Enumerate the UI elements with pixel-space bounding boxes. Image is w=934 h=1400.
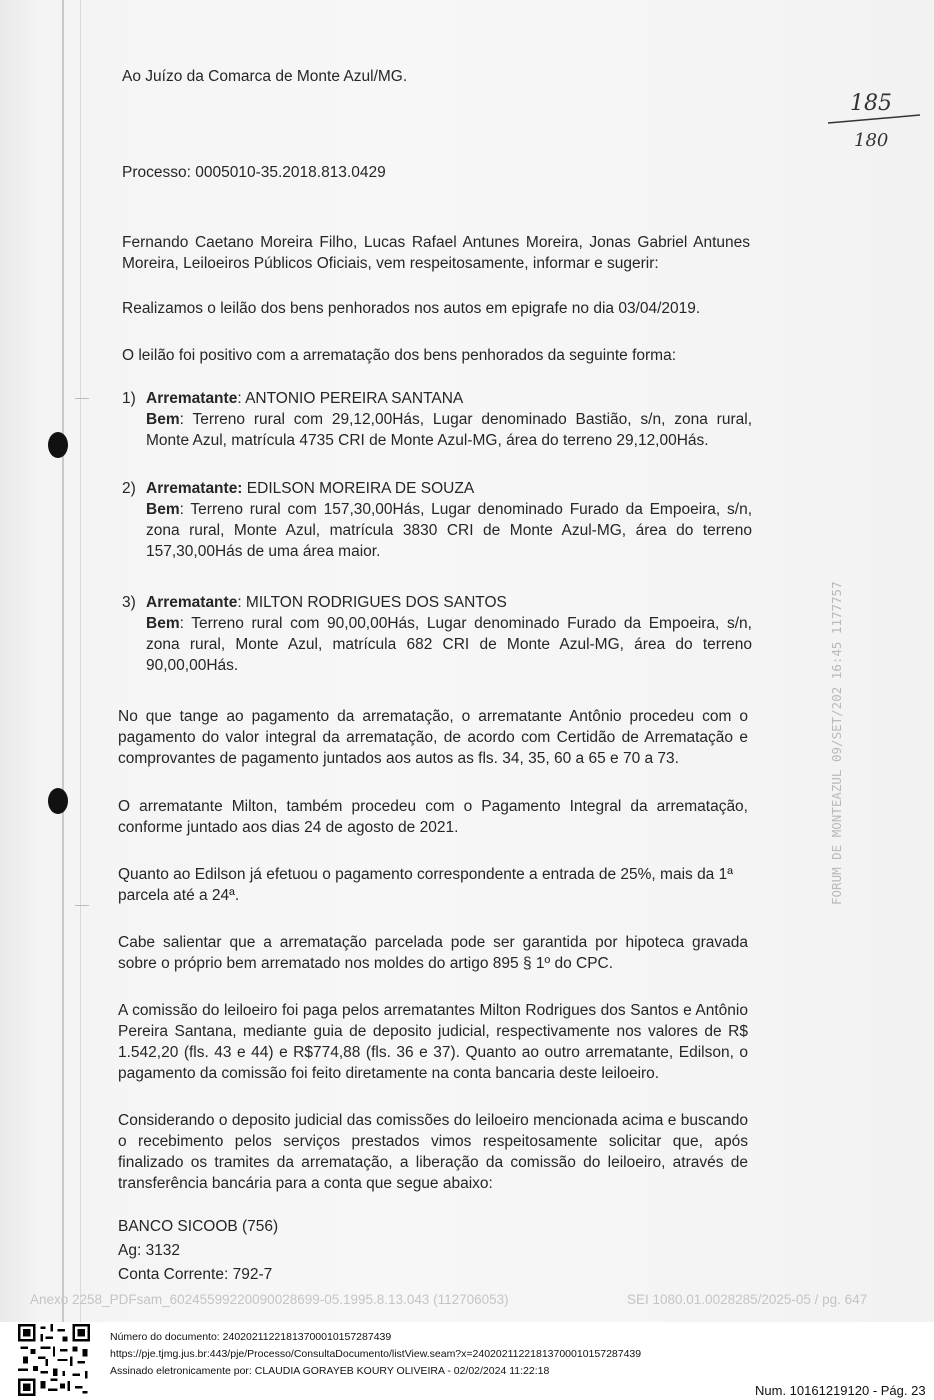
buyer-name: EDILSON MOREIRA DE SOUZA <box>242 480 475 497</box>
fold-line <box>62 0 64 1322</box>
auction-date-paragraph: Realizamos o leilão dos bens penhorados nos autos em epigrafe no dia 03/04/2019. <box>122 300 701 317</box>
svg-text:185: 185 <box>850 91 892 116</box>
buyer-label: Arrematante: <box>146 480 243 497</box>
bem-description: : Terreno rural com 157,30,00Hás, Lugar denominado Furado da Empoeira, s/n, zona rural, Monte Azul, matrícula 3830 CRI de Monte Azul-MG, área do terreno 157,30,00Hás de uma área maior. <box>146 501 752 560</box>
request-paragraph: Considerando o deposito judicial das comissões do leiloeiro mencionada acima e buscando o recebimento pelos serviços prestados vimos respeitosamente solicitar que, após finalizado os tramites da arrematação, a liberação da comissão do leiloeiro, através de transferência bancária para a conta que segue abaixo: <box>118 1112 748 1192</box>
auction-result-paragraph: O leilão foi positivo com a arrematação dos bens penhorados da seguinte forma: <box>122 347 677 364</box>
buyer-label: Arrematante <box>146 390 238 407</box>
payment-milton-paragraph: O arrematante Milton, também procedeu com o Pagamento Integral da arrematação, conforme juntado aos dias 24 de agosto de 2021. <box>118 798 748 836</box>
item-number: 1) <box>122 390 136 407</box>
punch-hole-top <box>48 432 68 458</box>
document-number: Número do documento: 24020211221813700010157287439 <box>110 1331 392 1343</box>
svg-text:FORUM DE MONTEAZUL 09/SET/202: FORUM DE MONTEAZUL 09/SET/202 16:45 1177757 <box>829 581 844 905</box>
buyer-name: : ANTONIO PEREIRA SANTANA <box>237 390 464 407</box>
item-number: 3) <box>122 594 136 611</box>
addressee: Ao Juízo da Comarca de Monte Azul/MG. <box>122 68 408 85</box>
buyer-name: : MILTON RODRIGUES DOS SANTOS <box>237 594 507 611</box>
punch-hole-bottom <box>48 788 68 814</box>
sei-attachment-label: Anexo 2258_PDFsam_60245599220090028699-05.1995.8.13.043 (112706053) <box>30 1292 509 1307</box>
payment-edilson-paragraph: Quanto ao Edilson já efetuou o pagamento correspondente a entrada de 25%, mais da 1ª parcela até a 24ª. <box>118 866 733 904</box>
commission-paragraph: A comissão do leiloeiro foi paga pelos arrematantes Milton Rodrigues dos Santos e Antônio Pereira Santana, mediante guia de deposito judicial, respectivamente nos valores de R$ 1.542,20 (fls. 43 e 44) e R$774,88 (fls. 36 e 37). Quanto ao outro arrematante, Edilson, o pagamento da comissão foi feito diretamente na conta bancaria deste leiloeiro. <box>118 1002 748 1082</box>
item-body <box>146 592 752 676</box>
bank-account: Conta Corrente: 792-7 <box>118 1266 273 1283</box>
buyer-label: Arrematante <box>146 594 238 611</box>
item-number: 2) <box>122 480 136 497</box>
margin-mark <box>75 398 89 399</box>
protocol-stamp <box>805 560 865 910</box>
item-body <box>146 388 752 451</box>
fold-line-secondary <box>80 0 81 1322</box>
mortgage-paragraph: Cabe salientar que a arrematação parcelada pode ser garantida por hipoteca gravada sobre o próprio bem arrematado nos moldes do artigo 895 § 1º do CPC. <box>118 934 748 972</box>
payment-antonio-paragraph: No que tange ao pagamento da arrematação, o arrematante Antônio procedeu com o pagamento do valor integral da arrematação, de acordo com Certidão de Arrematação e comprovantes de pagamento juntados aos autos as fls. 34, 35, 60 a 65 e 70 a 73. <box>118 708 748 767</box>
bem-label: Bem <box>146 615 180 632</box>
sei-page-label: SEI 1080.01.0028285/2025-05 / pg. 647 <box>627 1292 868 1307</box>
qr-code <box>18 1324 90 1396</box>
process-number: Processo: 0005010-35.2018.813.0429 <box>122 164 386 181</box>
bem-label: Bem <box>146 501 180 518</box>
document-url[interactable]: https://pje.tjmg.jus.br:443/pje/Processo/ConsultaDocumento/listView.seam?x=24020211221813700010157287439 <box>110 1348 642 1360</box>
bem-description: : Terreno rural com 29,12,00Hás, Lugar denominado Bastião, s/n, zona rural, Monte Azul, matrícula 4735 CRI de Monte Azul-MG, área do terreno 29,12,00Hás. <box>146 411 752 449</box>
intro-paragraph: Fernando Caetano Moreira Filho, Lucas Rafael Antunes Moreira, Jonas Gabriel Antunes Moreira, Leiloeiros Públicos Oficiais, vem respeitosamente, informar e sugerir: <box>122 234 750 272</box>
bank-name: BANCO SICOOB (756) <box>118 1218 279 1235</box>
item-body <box>146 478 752 562</box>
svg-text:180: 180 <box>854 130 889 151</box>
page-number: Num. 10161219120 - Pág. 23 <box>755 1383 926 1398</box>
bem-description: : Terreno rural com 90,00,00Hás, Lugar denominado Furado da Empoeira, s/n, zona rural, Monte Azul, matrícula 682 CRI de Monte Azul-MG, área do terreno 90,00,00Hás. <box>146 615 752 674</box>
bank-agency: Ag: 3132 <box>118 1242 181 1259</box>
margin-mark <box>75 905 89 906</box>
handwritten-folio <box>820 88 930 158</box>
signature-info: Assinado eletronicamente por: CLAUDIA GORAYEB KOURY OLIVEIRA - 02/02/2024 11:22:18 <box>110 1365 550 1377</box>
bem-label: Bem <box>146 411 180 428</box>
